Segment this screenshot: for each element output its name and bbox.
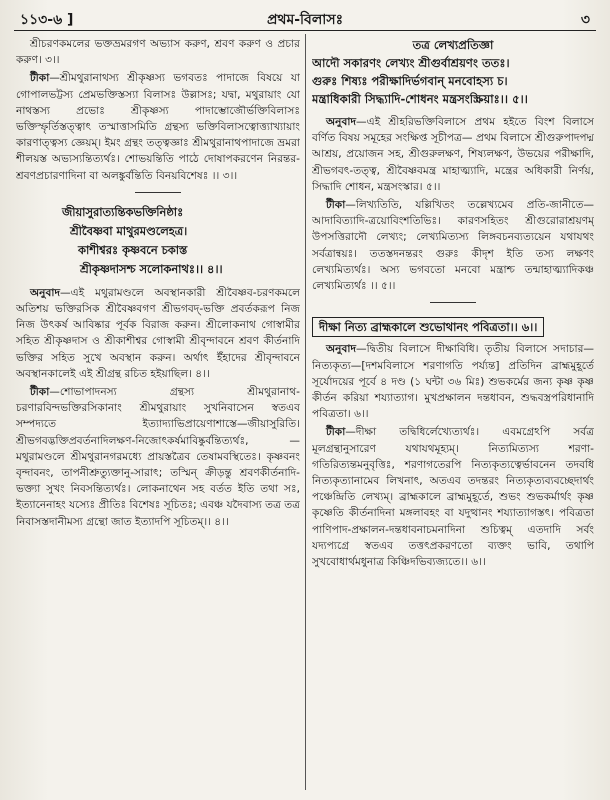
sanskrit-verse: [16, 203, 300, 279]
tika-label: টীকা: [30, 72, 50, 85]
section-rule: [135, 192, 181, 193]
section-rule: [430, 302, 476, 303]
sanskrit-verse: [312, 36, 594, 108]
verse-line: শ্রীকৃষ্ণদাসশ্চ সলোকনাথঃ।। ৪।।: [80, 261, 223, 276]
tika-label: টীকা: [326, 426, 346, 439]
tika-paragraph: [16, 70, 300, 183]
tika-label: টীকা: [326, 199, 346, 212]
anubad-text: —দ্বিতীয় বিলাসে দীক্ষাবিধি। তৃতীয় বিলাসে সদাচার—নিত্যকৃত্য—[দশমবিলাসে শরণাগতি পর্য্যন্ত] প্রতিদিন ব্রাহ্মমুহূর্তে সূর্যোদয়ের পূর্বে ৪ দণ্ড (১ ঘন্টা ৩৬ মিঃ) শুভকর্মের জন্য কৃষ্ণ কৃষ্ণ কীর্তন করিয়া শয্যাত্যাগ। মুখপ্রক্ষালন দন্তধাবন, শুদ্ধবস্ত্রপরিধানাদি পবিত্রতা। ৬।।: [312, 343, 594, 421]
anubad-paragraph: [16, 285, 300, 382]
anubad-label: অনুবাদ: [30, 286, 61, 299]
anubad-text: —এই শ্রীহরিভক্তিবিলাসে প্রথম হইতে বিংশ বিলাসে বর্ণিত বিষয় সমূহের সংক্ষিপ্ত সূচীপত্র— প্রথম বিলাসে শ্রীগুরুপাদপদ্ম আশ্রয়, প্রয়োজন সহ, শ্রীগুরুলক্ষণ, শিষ্যলক্ষণ, উভয়ের পরীক্ষাদি, শ্রীভগবৎ-তত্ত্ব, শ্রীবৈষ্ণবমন্ত্র মাহাত্ম্যাদি, মন্ত্রের অধিকারী নির্ণয়, সিদ্ধাদি শোধন, মন্ত্রসংস্কার। ৫।।: [312, 116, 594, 193]
tika-text: —শোভাপাদনস্য গ্রন্থস্য শ্রীমথুরানাথ-চরণারবিন্দভক্তিরসিকানাং শ্রীমথুরায়াং সুখনিবাসেন স্বতএব সম্পদ্যতে ইত্যাদ্যাভিপ্রায়েণাশাস্তে—জীয়াসুরিতি। শ্রীভগবদ্ভক্তিপ্রবর্তনাদিলক্ষণ-নিজোৎকর্ষমাবিষ্কুর্বন্তিত্যর্থঃ, — মথুরামণ্ডলে শ্রীমথুরানগরমধ্যে প্রায়স্তত্রৈব তেষামবস্থিতেঃ। কৃষ্ণবনং বৃন্দাবনং, তাপনীশ্রুত্যুক্তানু-সারাৎ; তস্মিন্ ক্রীড়ন্তু শ্রবণকীর্তনাদি-ভক্ত্যা সুখং নিবসন্তিত্যর্থঃ। লোকনাথেন সহ বর্তত ইতি তথা সঃ, ইত্যানেনাহং যস্যেঃ প্রীতিঃ বিশেষঃ সূচিতঃ; এবঞ্চ যদৈবাস্য তত্র তত্র নিবাসস্তদানীমস্য গ্রন্থো জাত ইত্যাদপি সূচিতম্।। ৪।।: [16, 386, 300, 528]
paragraph: শ্রীচরণকমলের ভক্তভ্রমরগণ অভ্যাস করুণ, শ্রবণ করুণ ও প্রচার করুণ। ৩।।: [16, 38, 300, 67]
tika-label: টীকা: [30, 386, 50, 399]
verse-line: কাশীশ্বরঃ কৃষ্ণবনে চকাস্ত: [78, 242, 188, 257]
tika-paragraph: [312, 424, 594, 570]
tika-text: —শ্রীমথুরানাথস্য শ্রীকৃষ্ণস্য ভগবতঃ পাদাজে বিষয়ে যা গোপালভট্টস্য প্রেমভক্তিস্তস্যা বিলাসঃ উল্লাসঃ; যদ্বা, মথুরায়াং যো নাথস্তস্য প্রভোঃ শ্রীকৃষ্ণস্য পাদাম্ভোজৌর্ভক্তিবিলাসঃ ভক্তিস্ফৃর্তিস্তত্ত্বাৎ তস্মাত্তাসমিতি গ্রন্থস্য ভক্তিবিলাসত্বোত্ত্যাখ্যায়াং কারণাত্ত্বস্য জ্ঞেয়ম্। ইমং গ্রন্থং তত্ত্বজ্ঞাঃ শ্রীমথুরানাথপাদাজে ভ্রমরা শীলয়স্ত অভ্যস্যন্তিত্যর্থঃ। শোভয়ন্তিতি পাঠে দোষাপকরণেন নিরন্তর-শ্রবণপ্রচারণাদিনা বা অলঙ্কুর্বন্তিতি বিনয়বিশেষঃ ।। ৩।।: [16, 72, 300, 182]
section-title: তত্র লেখ্যপ্রতিজ্ঞা: [412, 38, 494, 52]
verse-line: শ্রীবৈষ্ণবা মাথুরমণ্ডলেহত্র।: [70, 223, 188, 238]
anubad-label: অনুবাদ: [326, 116, 357, 128]
tika-paragraph: [16, 384, 300, 530]
anubad-paragraph: [312, 114, 594, 195]
page-number: ৩: [580, 12, 590, 28]
boxed-verse-title: দীক্ষা নিত্য ব্রাহ্মকালে শুভোথানং পবিত্রতা।। ৬।।: [312, 317, 544, 337]
anubad-label: অনুবাদ: [326, 343, 357, 356]
right-column: [312, 36, 594, 792]
tika-text: —লিখ্যতিতি, যল্লিখিতং তল্লেখ্যমেব প্রতি-জানীতে—আদাবিত্যাদি-ত্রয়োবিংশতিভিঃ। কারণসহিতং শ্রীগুরোরাশ্রয়ণম্ উপসত্তিরাদৌ লেখ্যং; লেখ্যমিত্যস্য লিঙ্গবচনব্যত্যয়েন যথাযথং সর্বত্রান্বয়ঃ। ততস্তদনন্তরং গুরুঃ কীদৃশ ইতি তস্য লক্ষণং লেখ্যমিত্যর্থঃ। অস্য ভগবতো মনবো মন্ত্রাশ্চ তন্মাহাত্ম্যাদিকঞ্চ লেখ্যমিত্যর্থঃ ।। ৫।।: [312, 199, 594, 293]
running-title: প্রথম-বিলাসঃ: [266, 12, 344, 28]
anubad-paragraph: [312, 341, 594, 422]
tika-text: —দীক্ষা তদ্বিধির্লেখ্যেত্যর্থঃ। এবমগ্রেঽপি সর্বত্র মূলগ্রন্থানুসারেণ যথাযথমূহ্যম্। নিত্যমিত্যস্য শরণা-গতিরিত্যন্তমনুবৃত্তিঃ, শরণাগতেরপি নিত্যকৃত্যত্বের্ভাবনেন তদবধি নিত্যকৃত্যানামেব লিখনাৎ, অতএব তদন্তরং নিত্যকৃত্যব্যবচ্ছেদার্থং পঞ্চেন্দ্রিতি লেখ্যম্। ব্রাহ্মকালে ব্রাহ্মমুহূর্তে, শুভং শুভকর্মার্থং কৃষ্ণ কৃষ্ণেতি কীর্তনাদিনা মঙ্গলাবহং বা যদুত্থানং শয্যাত্যাগস্তৎ। পবিত্রতা পাণিপাদ-প্রক্ষালন-দন্তধাবনাচমনাদিনা শুচিত্বম্ এতদাদি সর্বং যদ্যপ্যগ্রে স্বতএব তত্তৎপ্রকরণতো ব্যক্তং ভাবি, তথাপি সুখবোধার্থমধুনাত্র কিঞ্চিদভিব্যজ্যতে।। ৬।।: [312, 426, 594, 569]
anubad-text: —এই মথুরামণ্ডলে অবস্থানকারী শ্রীবৈষ্ণব-চরণকমলে অতিশয় ভক্তিরসিক শ্রীবৈষ্ণবগণ শ্রীভগবদ্-ভক্তি প্রবর্তকরূপ নিজ নিজ উৎকর্ষ আবিষ্কার পূর্বক বিরাজ করুন। শ্রীলোকনাথ গোস্বামীর সহিত শ্রীকৃষ্ণদাস ও শ্রীকাশীশ্বর গোস্বামী শ্রীবৃন্দাবনে শ্রবণ কীর্তনাদি ভক্তির সহিত সুখে অবস্থান করুন। অর্থাৎ ইঁহাদের শ্রীবৃন্দাবনে অবস্থানকালেই এই শ্রীগ্রন্থ রচিত হইয়াছিল। ৪।।: [16, 286, 300, 380]
chapter-number: ১১৩-৬ ]: [20, 12, 74, 28]
left-column: [16, 36, 300, 792]
verse-line: জীয়াসুরাত্যন্তিকভক্তিনিষ্ঠাঃ: [62, 204, 184, 219]
verse-line: আদৌ সকারণং লেখ্যং শ্রীগুর্বাশ্রয়ণং ততঃ।: [312, 56, 510, 70]
page-header: [14, 6, 596, 31]
column-divider: [305, 34, 306, 790]
verse-line: মন্ত্রাধিকারী সিদ্ধ্যাদি-শোধনং মন্ত্রসংস্ক্রিয়াঃ।। ৫।।: [312, 92, 528, 106]
verse-line: গুরুঃ শিষ্যঃ পরীক্ষাদির্ভগবান্ মনবোহস্য চ।: [312, 74, 508, 88]
tika-paragraph: [312, 197, 594, 294]
